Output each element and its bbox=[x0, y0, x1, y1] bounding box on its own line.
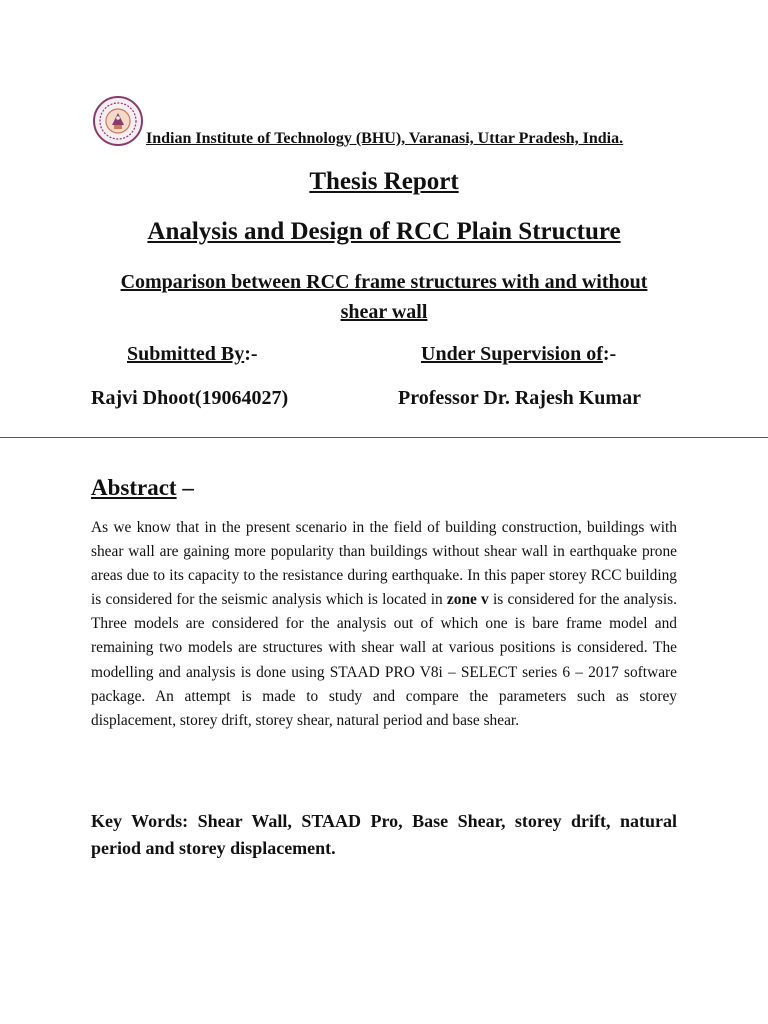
abstract-text-part1: As we know that in the present scenario in the field of building construction, buildings with shear wall are gaining more popularity than buildings without shear wall in earthquake prone areas due to its capacity to the resistance during earthquake. In this paper storey RCC building is considered for the seismic analysis which is located in bbox=[91, 519, 677, 609]
institute-logo bbox=[92, 95, 144, 147]
abstract-heading bbox=[91, 475, 194, 501]
abstract-body bbox=[91, 516, 677, 733]
abstract-heading-suffix: – bbox=[176, 475, 194, 500]
abstract-text-part2: is considered for the analysis. Three models are considered for the analysis out of which one is bare frame model and remaining two models are structures with shear wall at various positions is considered. The modelling and analysis is done using STAAD PRO V8i – SELECT series 6 – 2017 software package. An attempt is made to study and compare the parameters such as storey displacement, storey drift, storey shear, natural period and base shear. bbox=[91, 591, 677, 729]
report-type: Thesis Report bbox=[309, 168, 459, 195]
abstract-zone: zone v bbox=[446, 591, 489, 609]
institute-name: Indian Institute of Technology (BHU), Varanasi, Uttar Pradesh, India. bbox=[146, 130, 624, 147]
keywords: Key Words: Shear Wall, STAAD Pro, Base Shear, storey drift, natural period and storey displacement. bbox=[91, 811, 677, 858]
supervisor-name: Professor Dr. Rajesh Kumar bbox=[398, 387, 641, 409]
student-name: Rajvi Dhoot(19064027) bbox=[91, 387, 289, 409]
submitted-by-label bbox=[127, 343, 258, 366]
section-divider bbox=[0, 437, 768, 438]
thesis-title: Analysis and Design of RCC Plain Structure bbox=[147, 218, 621, 245]
submitted-by-text: Submitted By bbox=[127, 343, 245, 365]
submitted-by-suffix: :- bbox=[244, 343, 258, 365]
supervision-label bbox=[421, 343, 616, 366]
thesis-subtitle bbox=[100, 267, 668, 327]
supervision-suffix: :- bbox=[602, 343, 617, 365]
supervision-text: Under Supervision of bbox=[421, 343, 603, 365]
thesis-subtitle-text: Comparison between RCC frame structures with and without shear wall bbox=[120, 271, 648, 323]
abstract-heading-text: Abstract bbox=[91, 475, 177, 500]
